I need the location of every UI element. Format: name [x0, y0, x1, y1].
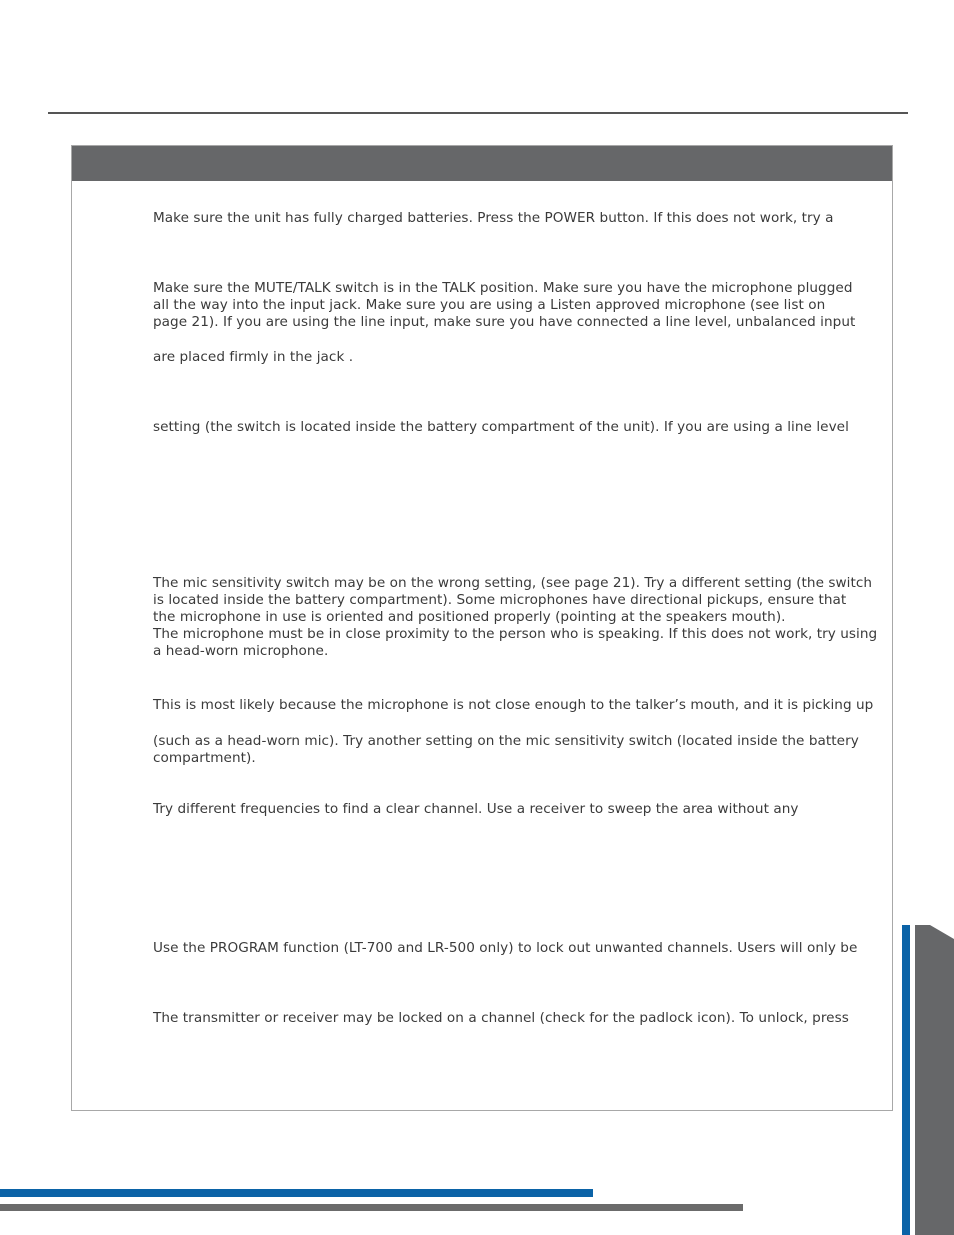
- paragraph-frequencies: [153, 801, 883, 818]
- text-line: compartment).: [153, 750, 256, 766]
- side-section-tab: [915, 925, 954, 1235]
- paragraph-mic-sensitivity: [153, 575, 883, 660]
- text-line: This is most likely because the microphone is not close enough to the talker’s mouth, and it is picking up: [153, 697, 874, 713]
- text-line: The transmitter or receiver may be locked on a channel (check for the padlock icon). To unlock, press: [153, 1010, 849, 1026]
- text-line: is located inside the battery compartment). Some microphones have directional pickups, ensure that: [153, 592, 847, 608]
- text-line: a head-worn microphone.: [153, 643, 329, 659]
- paragraph-no-sound: [153, 280, 883, 331]
- text-line: are placed firmly in the jack .: [153, 349, 354, 365]
- text-line: setting (the switch is located inside the battery compartment of the unit). If you are using a line level: [153, 419, 849, 435]
- paragraph-no-power: [153, 210, 883, 227]
- paragraph-locked-channel: [153, 1010, 883, 1027]
- text-line: The mic sensitivity switch may be on the wrong setting, (see page 21). Try a different setting (the switch: [153, 575, 873, 591]
- text-line: (such as a head-worn mic). Try another setting on the mic sensitivity switch (located inside the battery: [153, 733, 859, 749]
- side-blue-strip: [902, 925, 910, 1235]
- text-line: The microphone must be in close proximity to the person who is speaking. If this does not work, try using: [153, 626, 878, 642]
- panel-header-bar: [72, 146, 892, 181]
- paragraph-program-function: [153, 940, 883, 957]
- top-divider-rule: [48, 112, 908, 114]
- text-line: the microphone in use is oriented and positioned properly (pointing at the speakers mouth).: [153, 609, 786, 625]
- footer-blue-bar: [0, 1189, 593, 1197]
- text-line: Use the PROGRAM function (LT-700 and LR-500 only) to lock out unwanted channels. Users will only be: [153, 940, 858, 956]
- paragraph-jack: [153, 349, 883, 366]
- text-line: Try different frequencies to find a clear channel. Use a receiver to sweep the area without any: [153, 801, 799, 817]
- text-line: Make sure the MUTE/TALK switch is in the TALK position. Make sure you have the microphone plugged: [153, 280, 853, 296]
- paragraph-head-worn-mic: [153, 733, 883, 767]
- paragraph-sensitivity-setting: [153, 419, 883, 436]
- footer-gray-bar: [0, 1204, 743, 1211]
- troubleshooting-panel: [71, 145, 893, 1111]
- paragraph-feedback: [153, 697, 883, 714]
- text-line: Make sure the unit has fully charged batteries. Press the POWER button. If this does not work, try a: [153, 210, 834, 226]
- text-line: all the way into the input jack. Make sure you are using a Listen approved microphone (see list on: [153, 297, 826, 313]
- text-line: page 21). If you are using the line input, make sure you have connected a line level, unbalanced input: [153, 314, 856, 330]
